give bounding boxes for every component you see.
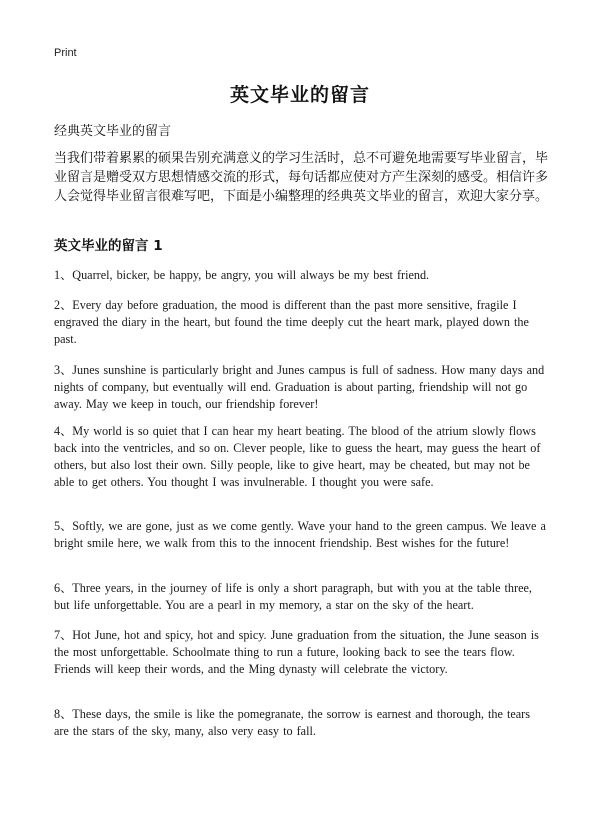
item-number: 6、	[54, 581, 73, 595]
item-number: 4、	[54, 424, 73, 438]
item-text: Quarrel, bicker, be happy, be angry, you will always be my best friend.	[72, 268, 430, 282]
item-text: Hot June, hot and spicy, hot and spicy. June graduation from the situation, the June season is the most unforgettable. Schoolmate thing to run a future, looking back to see the tears flow. Friends will keep their words, and the Ming dynasty will celebrate the victory.	[54, 628, 539, 676]
article-subtitle: 经典英文毕业的留言	[54, 124, 172, 139]
message-item-8	[54, 706, 548, 740]
item-text: My world is so quiet that I can hear my heart beating. The blood of the atrium slowly flows back into the ventricles, and so on. Clever people, like to guess the heart, may guess the heart of others, but also lost their own. Silly people, like to give heart, may be cheated, but may not be able to get others. You thought I was invulnerable. I thought you were safe.	[54, 424, 541, 489]
item-number: 7、	[54, 628, 73, 642]
item-text: Softly, we are gone, just as we come gently. Wave your hand to the green campus. We leave a bright smile here, we walk from this to the innocent friendship. Best wishes for the future!	[54, 519, 546, 550]
item-number: 2、	[54, 298, 73, 312]
item-text: Every day before graduation, the mood is different than the past more sensitive, fragile I engraved the diary in the heart, but found the time deeply cut the heart mark, played down the past.	[54, 298, 529, 346]
message-item-6	[54, 580, 548, 614]
item-text: These days, the smile is like the pomegranate, the sorrow is earnest and thorough, the tears are the stars of the sky, many, also very easy to fall.	[54, 707, 530, 738]
message-item-3	[54, 362, 548, 413]
message-item-7	[54, 627, 548, 678]
intro-paragraph: 当我们带着累累的硕果告别充满意义的学习生活时，总不可避免地需要写毕业留言，毕业留言是赠受双方思想情感交流的形式，每句话都应使对方产生深刻的感受。相信许多人会觉得毕业留言很难写吧，下面是小编整理的经典英文毕业的留言，欢迎大家分享。	[54, 151, 549, 204]
print-link[interactable]: Print	[54, 47, 77, 59]
item-text: Junes sunshine is particularly bright and Junes campus is full of sadness. How many days and nights of company, but eventually will end. Graduation is about parting, friendship will not go away. May we keep in touch, our friendship forever!	[54, 363, 545, 411]
item-number: 1、	[54, 268, 73, 282]
message-item-2	[54, 297, 548, 348]
item-text: Three years, in the journey of life is only a short paragraph, but with you at the table three, but life unforgettable. You are a pearl in my memory, a star on the sky of the heart.	[54, 581, 532, 612]
page-title: 英文毕业的留言	[229, 84, 370, 106]
item-number: 8、	[54, 707, 73, 721]
item-number: 5、	[54, 519, 73, 533]
message-item-5	[54, 518, 548, 552]
message-item-4	[54, 423, 548, 491]
item-number: 3、	[54, 363, 73, 377]
message-item-1	[54, 267, 548, 284]
section-heading: 英文毕业的留言 1	[54, 238, 163, 254]
